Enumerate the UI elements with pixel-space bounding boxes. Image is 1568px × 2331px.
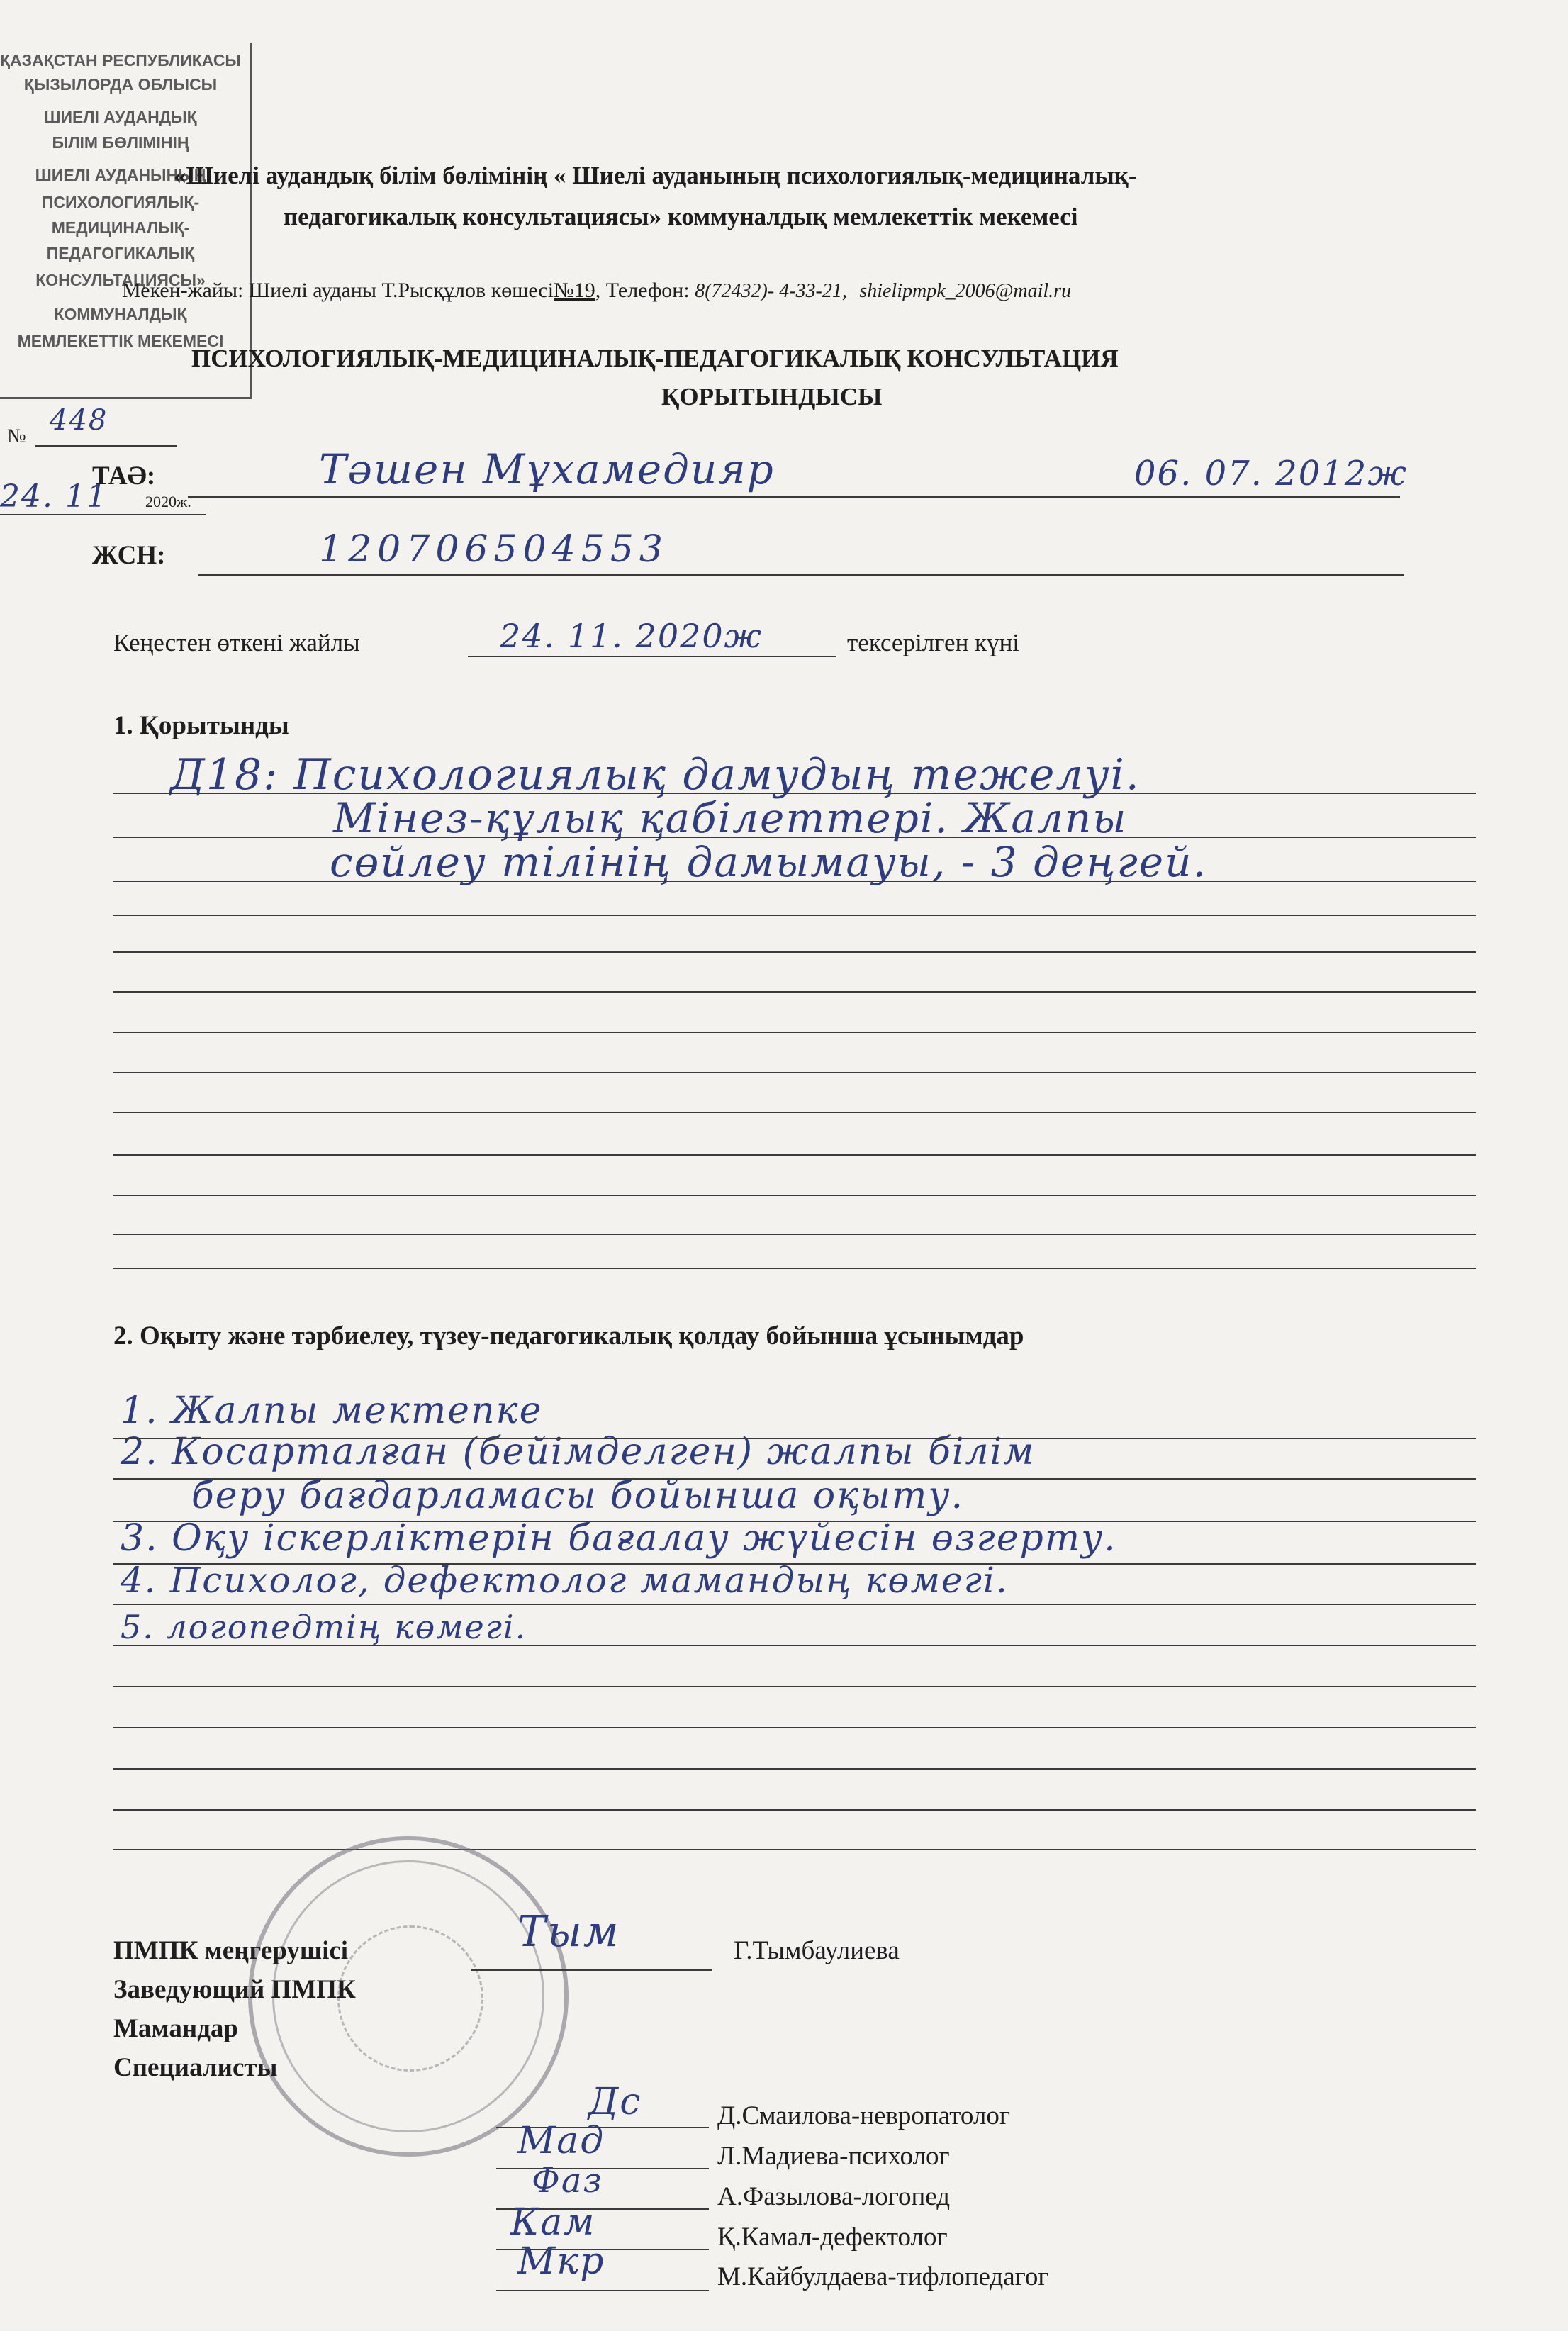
section2-line: 3. Оқу іскерліктерін бағалау жүйесін өзгерту. — [121, 1517, 1117, 1560]
head-sign-rule — [471, 1969, 712, 1971]
stamp-line: МЕДИЦИНАЛЫҚ- — [51, 218, 190, 237]
birth-date: 06. 07. 2012ж — [1134, 454, 1408, 493]
stamp-line: КОММУНАЛДЫҚ — [54, 305, 187, 323]
stamp-line: ШИЕЛІ АУДАНДЫҚ — [44, 108, 197, 126]
section1-rule — [113, 991, 1476, 993]
head-name: Г.Тымбаулиева — [734, 1936, 900, 1965]
specialist-name: Қ.Камал-дефектолог — [717, 2223, 948, 2252]
section1-heading: 1. Қорытынды — [113, 711, 289, 740]
section2-rule — [113, 1809, 1476, 1811]
section1-rule — [113, 1032, 1476, 1033]
stamp-date-rule — [0, 514, 206, 515]
org-line-1: «Шиелі аудандық білім бөлімінің « Шиелі ауданының психологиялық-медициналық- — [174, 162, 1137, 189]
stamp-date-value: 24. 11 — [0, 479, 108, 515]
name-value: Тәшен Мұхамедияр — [319, 445, 775, 493]
specialists-kz: Мамандар — [113, 2014, 238, 2043]
section1-rule — [113, 915, 1476, 916]
section2-rule — [113, 1604, 1476, 1605]
specialist-signature: Кам — [510, 2201, 596, 2244]
section2-rule — [113, 1768, 1476, 1770]
section2-rule — [113, 1521, 1476, 1522]
specialist-name: А.Фазылова-логопед — [717, 2182, 951, 2211]
phone-value: 8(72432)- 4-33-21, — [695, 280, 847, 302]
section1-rule — [113, 1112, 1476, 1113]
iin-rule — [198, 574, 1404, 576]
stamp-line: ШИЕЛІ АУДАНЫНЫҢ — [35, 166, 206, 184]
section2-rule — [113, 1478, 1476, 1480]
title-line-1: ПСИХОЛОГИЯЛЫҚ-МЕДИЦИНАЛЫҚ-ПЕДАГОГИКАЛЫҚ КОНСУЛЬТАЦИЯ — [191, 345, 1119, 372]
section1-rule — [113, 1072, 1476, 1073]
stamp-number-rule — [35, 445, 177, 447]
stamp-line: КОНСУЛЬТАЦИЯСЫ» — [35, 271, 206, 289]
section1-rule — [113, 1195, 1476, 1196]
section2-line: 2. Косарталған (бейімделген) жалпы білім — [121, 1431, 1036, 1473]
section1-line: сөйлеу тілінің дамымауы, - 3 деңгей. — [330, 838, 1207, 886]
section2-rule — [113, 1727, 1476, 1728]
address-number: №19 — [554, 279, 595, 302]
stamp-line: ҚАЗАҚСТАН РЕСПУБЛИКАСЫ — [0, 51, 241, 69]
stamp-line: ПЕДАГОГИКАЛЫҚ — [46, 244, 195, 262]
specialist-name: М.Кайбулдаева-тифлопедагог — [717, 2262, 1049, 2291]
section1-rule — [113, 793, 1476, 794]
checked-label: тексерілген күні — [847, 629, 1020, 656]
specialist-signature: Мад — [517, 2120, 605, 2162]
section1-rule — [113, 951, 1476, 953]
section1-rule — [113, 1154, 1476, 1156]
specialist-signature: Мкр — [517, 2240, 605, 2283]
phone-label: , Телефон: — [595, 279, 690, 302]
address-line — [122, 279, 1071, 303]
stamp-line: ҚЫЗЫЛОРДА ОБЛЫСЫ — [23, 75, 218, 94]
section2-rule — [113, 1686, 1476, 1687]
head-label-ru: Заведующий ПМПК — [113, 1975, 356, 2004]
specialist-name: Л.Мадиева-психолог — [717, 2142, 950, 2171]
stamp-number-label: № — [7, 425, 26, 447]
stamp-line: МЕМЛЕКЕТТІК МЕКЕМЕСІ — [17, 332, 224, 350]
org-line-2: педагогикалық консультациясы» коммуналдық мемлекеттік мекемесі — [284, 203, 1078, 230]
section2-line: 1. Жалпы мектепке — [121, 1390, 543, 1432]
stamp-number-value: 448 — [50, 404, 108, 437]
section1-rule — [113, 881, 1476, 882]
address-label: Мекен-жайы: Шиелі ауданы Т.Рысқұлов көшесі — [122, 279, 554, 302]
consult-rule — [468, 656, 836, 657]
iin-label: ЖСН: — [92, 541, 166, 570]
section1-line: Д18: Психологиялық дамудың тежелуі. — [170, 750, 1141, 800]
head-label-kz: ПМПК меңгерушісі — [113, 1936, 349, 1965]
stamp-year: 2020ж. — [145, 493, 191, 510]
section1-rule — [113, 837, 1476, 838]
stamp-line: БІЛІМ БӨЛІМІНІҢ — [52, 133, 189, 152]
specialist-name: Д.Смаилова-невропатолог — [717, 2101, 1011, 2130]
section2-line: беру бағдарламасы бойынша оқыту. — [191, 1475, 965, 1517]
stamp-line: ПСИХОЛОГИЯЛЫҚ- — [41, 193, 200, 211]
iin-value: 120706504553 — [319, 528, 669, 571]
title-line-2: ҚОРЫТЫНДЫСЫ — [661, 383, 883, 410]
section1-line: Мінез-құлық қабілеттері. Жалпы — [333, 794, 1128, 842]
specialist-rule — [496, 2290, 709, 2291]
section2-heading: 2. Оқыту және тәрбиелеу, түзеу-педагогикалық қолдау бойынша ұсынымдар — [113, 1321, 1024, 1351]
section2-rule — [113, 1849, 1476, 1850]
name-label: ТАӘ: — [92, 462, 156, 491]
section1-rule — [113, 1268, 1476, 1269]
section2-rule — [113, 1645, 1476, 1646]
section2-line: 5. логопедтің көмегі. — [121, 1608, 527, 1646]
specialist-signature: Фаз — [532, 2161, 603, 2201]
consult-date: 24. 11. 2020ж — [500, 617, 763, 655]
section2-line: 4. Психолог, дефектолог мамандың көмегі. — [121, 1560, 1009, 1601]
name-rule — [188, 496, 1400, 498]
section2-rule — [113, 1438, 1476, 1439]
section1-rule — [113, 1234, 1476, 1235]
specialists-ru: Специалисты — [113, 2053, 278, 2082]
specialist-signature: Дс — [588, 2081, 642, 2123]
email: shielipmpk_2006@mail.ru — [859, 280, 1072, 302]
head-signature: Тым — [517, 1907, 620, 1957]
consult-label: Кеңестен өткені жайлы — [113, 629, 360, 656]
section2-rule — [113, 1563, 1476, 1565]
